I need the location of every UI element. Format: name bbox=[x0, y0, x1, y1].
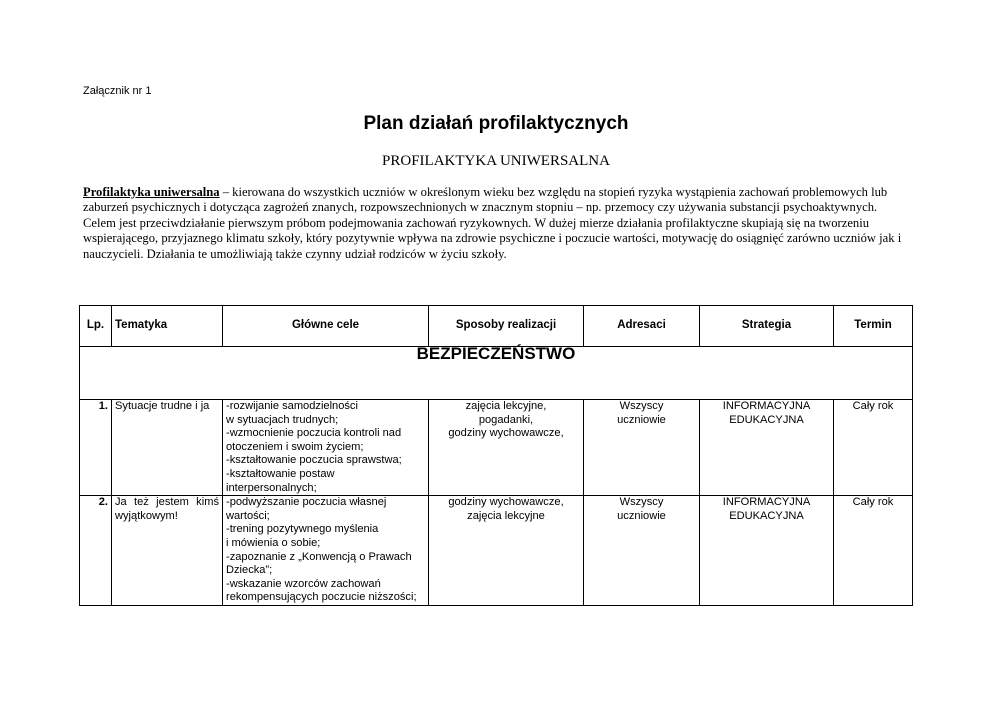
annex-label: Załącznik nr 1 bbox=[83, 85, 152, 97]
recipient-line: uczniowie bbox=[617, 413, 666, 426]
row-topic: Ja też jestem kimś wyjątkowym! bbox=[112, 496, 223, 606]
goal-line: interpersonalnych; bbox=[226, 481, 317, 494]
header-strategy: Strategia bbox=[700, 306, 834, 347]
row-methods bbox=[429, 496, 584, 606]
table-row bbox=[80, 400, 913, 496]
recipient-line: Wszyscy bbox=[619, 400, 664, 412]
row-strategy bbox=[700, 400, 834, 496]
method-line: godziny wychowawcze, bbox=[448, 496, 564, 509]
row-methods bbox=[429, 400, 584, 496]
goal-line: -wzmocnienie poczucia kontroli nad bbox=[226, 427, 402, 440]
method-line: zajęcia lekcyjne bbox=[467, 509, 545, 522]
goal-line: -podwyższanie poczucia własnej bbox=[226, 496, 387, 509]
intro-text bbox=[83, 185, 913, 262]
section-heading: BEZPIECZEŃSTWO bbox=[80, 347, 913, 400]
goal-line: -kształtowanie postaw bbox=[226, 467, 335, 480]
intro-term: Profilaktyka uniwersalna bbox=[83, 185, 220, 199]
table-row bbox=[80, 496, 913, 606]
intro-goal-paragraph: Celem jest przeciwdziałanie pierwszym próbom podejmowania zachowań ryzykownych. W dużej mierze działania profilaktyczne skupiają się na tworzeniu wspierającego, przyjaznego klimatu szkoły, który pozytywnie wpływa na zdrowie psychiczne i poczucie wartości, motywację do osiągnięć zarówno uczniów jak i nauczycieli. Działania te umożliwiają także czynny udział rodziców w życiu szkoły. bbox=[83, 215, 902, 261]
goal-line: w sytuacjach trudnych; bbox=[226, 413, 339, 426]
row-recipients bbox=[584, 496, 700, 606]
section-row bbox=[80, 347, 913, 400]
row-number: 1. bbox=[80, 400, 112, 496]
strategy-line: EDUKACYJNA bbox=[729, 413, 804, 426]
goal-line: wartości; bbox=[226, 509, 270, 522]
strategy-line: INFORMACYJNA bbox=[722, 496, 811, 509]
header-lp: Lp. bbox=[80, 306, 112, 347]
goal-line: -zapoznanie z „Konwencją o Prawach bbox=[226, 550, 412, 563]
goal-line: -rozwijanie samodzielności bbox=[226, 400, 358, 412]
recipient-line: uczniowie bbox=[617, 509, 666, 522]
goal-line: -kształtowanie poczucia sprawstwa; bbox=[226, 454, 402, 467]
row-strategy bbox=[700, 496, 834, 606]
action-plan-table bbox=[79, 305, 913, 606]
row-recipients bbox=[584, 400, 700, 496]
method-line: pogadanki, bbox=[478, 413, 534, 426]
row-term: Cały rok bbox=[834, 496, 913, 606]
header-term: Termin bbox=[834, 306, 913, 347]
intro-definition-text: – kierowana do wszystkich uczniów w określonym wieku bez względu na stopień ryzyka wystąpienia zachowań problemowych lub zaburzeń psychicznych i dotycząca zagrożeń znanych, rozpowszechnionych w znacznym stopniu – np. przemocy czy używania substancji psychoaktywnych. bbox=[83, 185, 888, 215]
intro-definition bbox=[83, 185, 913, 216]
row-topic: Sytuacje trudne i ja bbox=[112, 400, 223, 496]
table-header-row bbox=[80, 306, 913, 347]
row-goals bbox=[223, 400, 429, 496]
header-goals: Główne cele bbox=[223, 306, 429, 347]
header-methods: Sposoby realizacji bbox=[429, 306, 584, 347]
goal-line: rekompensujących poczucie niższości; bbox=[226, 591, 417, 604]
section-title: PROFILAKTYKA UNIWERSALNA bbox=[382, 153, 610, 169]
header-recipients: Adresaci bbox=[584, 306, 700, 347]
method-line: zajęcia lekcyjne, bbox=[465, 400, 547, 412]
goal-line: -wskazanie wzorców zachowań bbox=[226, 577, 381, 590]
row-term: Cały rok bbox=[834, 400, 913, 496]
page-title: Plan działań profilaktycznych bbox=[363, 113, 629, 134]
goal-line: i mówienia o sobie; bbox=[226, 536, 321, 549]
row-goals bbox=[223, 496, 429, 606]
strategy-line: INFORMACYJNA bbox=[722, 400, 811, 412]
goal-line: otoczeniem i swoim życiem; bbox=[226, 440, 364, 453]
goal-line: -trening pozytywnego myślenia bbox=[226, 523, 379, 536]
goal-line: Dziecka”; bbox=[226, 564, 273, 577]
method-line: godziny wychowawcze, bbox=[448, 427, 564, 440]
strategy-line: EDUKACYJNA bbox=[729, 509, 804, 522]
row-number: 2. bbox=[80, 496, 112, 606]
header-topic: Tematyka bbox=[112, 306, 223, 347]
recipient-line: Wszyscy bbox=[619, 496, 664, 509]
